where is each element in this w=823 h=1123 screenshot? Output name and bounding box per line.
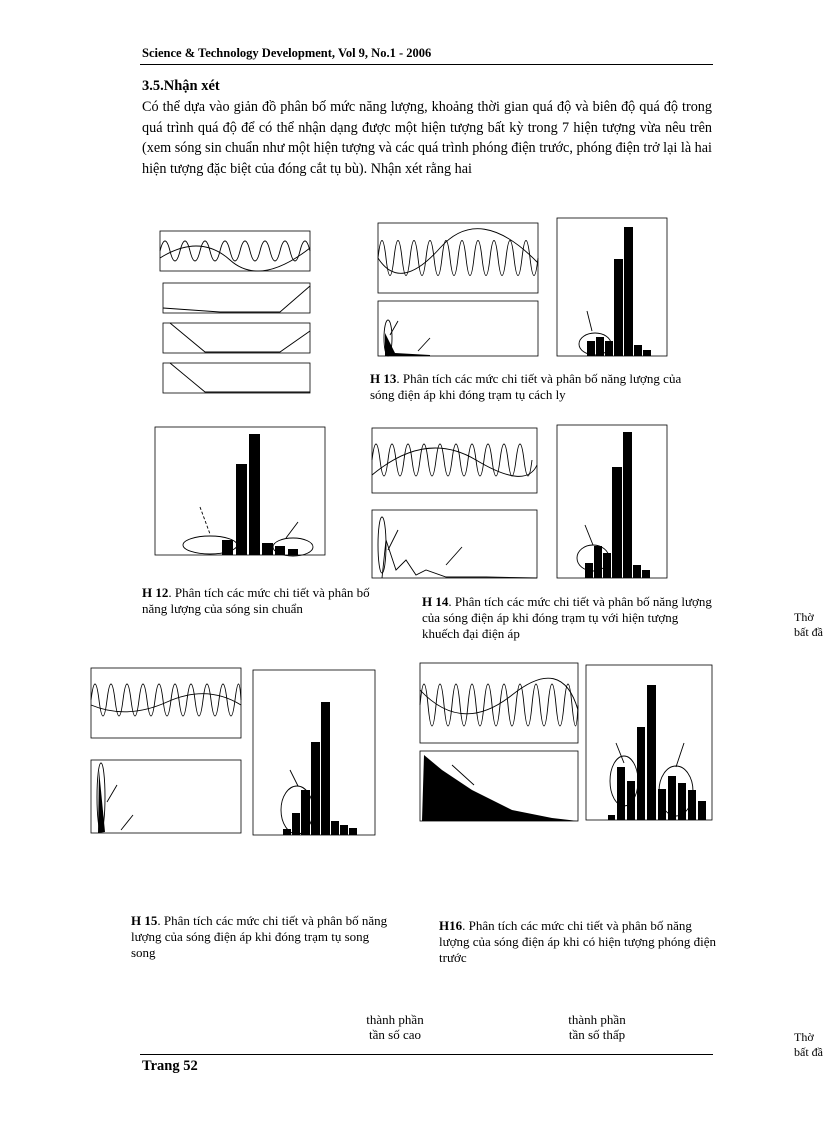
h12-energy-chart <box>150 422 330 562</box>
h16-number: H16 <box>439 918 463 933</box>
high-freq-label <box>345 1012 445 1042</box>
h14-number: H 14 <box>422 594 449 609</box>
h16-energy-chart <box>584 655 714 825</box>
high-freq-line1: thành phần <box>366 1012 424 1027</box>
h12-wavelet-levels <box>160 228 320 408</box>
h13-wavelet-levels <box>370 213 550 358</box>
low-freq-line2: tần số thấp <box>568 1027 626 1042</box>
h12-number: H 12 <box>142 585 169 600</box>
h16-caption <box>439 918 719 966</box>
h14-caption <box>422 594 712 642</box>
footer-rule <box>140 1054 713 1055</box>
h13-text: . Phân tích các mức chi tiết và phân bố năng lượng của sóng điện áp khi đóng trạm tụ cách ly <box>370 371 682 402</box>
low-freq-line1: thành phần <box>568 1012 626 1027</box>
h15-energy-chart <box>250 660 380 835</box>
page-number: Trang 52 <box>142 1058 198 1074</box>
high-freq-line2: tần số cao <box>369 1027 421 1042</box>
h14-text: . Phân tích các mức chi tiết và phân bố năng lượng của sóng điện áp khi đóng trạm tụ với hiện tượng khuếch đại điện áp <box>422 594 712 641</box>
section-paragraph: Có thể dựa vào giản đồ phân bố mức năng lượng, khoảng thời gian quá độ và biên độ quá độ trong quá trình quá độ để có thể nhận dạng được một hiện tượng bất kỳ trong 7 hiện tượng vừa nêu trên (xem sóng sin chuẩn như một hiện tượng và các quá trình phóng điện trước, phóng điện trở lại là hai hiện tượng đặc biệt của đóng cắt tụ bù). Nhận xét rằng hai <box>142 99 712 177</box>
side-text-lower <box>794 1030 823 1060</box>
side-text-lower-line1: Thờ <box>794 1030 814 1044</box>
h13-energy-chart <box>555 213 675 358</box>
h15-wavelet-levels <box>87 660 247 835</box>
section-title: 3.5.Nhận xét <box>142 78 220 94</box>
h14-energy-chart <box>555 420 675 580</box>
h15-number: H 15 <box>131 913 158 928</box>
h13-caption <box>370 371 700 403</box>
h13-number: H 13 <box>370 371 397 386</box>
side-text-upper <box>794 610 823 640</box>
h16-wavelet-levels <box>412 655 582 825</box>
h15-text: . Phân tích các mức chi tiết và phân bố năng lượng của sóng điện áp khi đóng trạm tụ song song <box>131 913 388 960</box>
h12-text: . Phân tích các mức chi tiết và phân bố năng lượng của sóng sin chuẩn <box>142 585 370 616</box>
side-text-line1: Thờ <box>794 610 814 624</box>
h14-wavelet-levels <box>366 420 546 580</box>
side-text-line2: bất đầ <box>794 625 823 639</box>
low-freq-label <box>547 1012 647 1042</box>
h12-caption <box>142 585 372 617</box>
h16-text: . Phân tích các mức chi tiết và phân bố năng lượng của sóng điện áp khi có hiện tượng phóng điện trước <box>439 918 716 965</box>
journal-header: Science & Technology Development, Vol 9, No.1 - 2006 <box>142 46 432 60</box>
header-rule <box>140 64 713 65</box>
h15-caption <box>131 913 391 961</box>
side-text-lower-line2: bất đầ <box>794 1045 823 1059</box>
